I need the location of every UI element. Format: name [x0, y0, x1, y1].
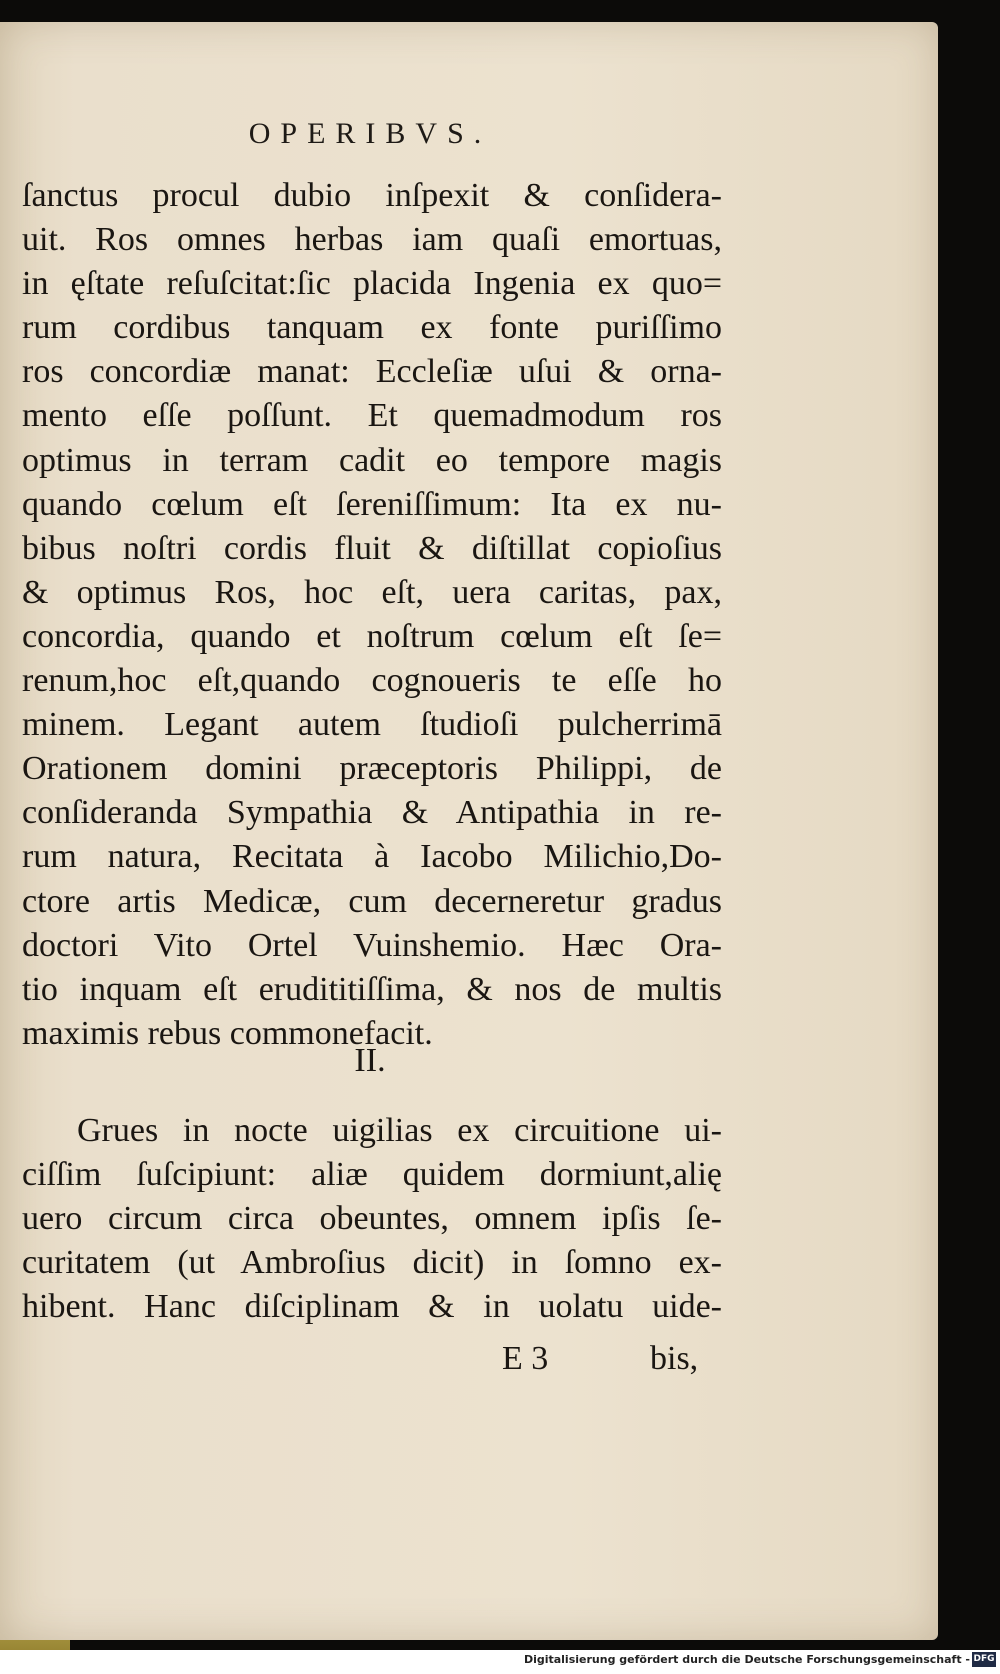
paragraph-1	[22, 174, 722, 1056]
text-line: Grues in nocte uigilias ex circuitione ui-	[77, 1112, 722, 1149]
text-line: uit. Ros omnes herbas iam quaſi emortuas,	[22, 221, 722, 259]
text-line: maximis rebus commonefacit.	[22, 1014, 433, 1052]
text-line: curitatem (ut Ambroſius dicit) in ſomno ex-	[22, 1244, 722, 1282]
paragraph-2	[22, 1109, 722, 1329]
text-line: ciſſim ſuſcipiunt: aliæ quidem dormiunt,alię	[22, 1156, 722, 1194]
running-head: OPERIBVS.	[248, 117, 492, 150]
text-line: conſideranda Sympathia & Antipathia in re-	[22, 794, 722, 832]
text-line: rum natura, Recitata à Iacobo Milichio,Do-	[22, 838, 722, 876]
text-line: rum cordibus tanquam ex fonte puriſſimo	[22, 309, 722, 347]
text-line: doctori Vito Ortel Vuinshemio. Hæc Ora-	[22, 926, 722, 964]
digitization-credit: Digitalisierung gefördert durch die Deutsche Forschungsgemeinschaft -	[523, 1653, 970, 1666]
text-line: concordia, quando et noſtrum cœlum eſt ſe=	[22, 617, 722, 655]
dfg-logo: DFG	[972, 1652, 996, 1667]
text-line: ros concordiæ manat: Eccleſiæ uſui & orna-	[22, 353, 722, 391]
text-line: Orationem domini præceptoris Philippi, de	[22, 750, 722, 788]
text-line: renum,hoc eſt,quando cognoueris te eſſe ho	[22, 662, 722, 700]
text-line: hibent. Hanc diſciplinam & in uolatu uide-	[22, 1288, 722, 1326]
text-line: mento eſſe poſſunt. Et quemadmodum ros	[22, 397, 722, 435]
text-line: bibus noſtri cordis fluit & diſtillat copioſius	[22, 529, 722, 567]
catchword: bis,	[650, 1340, 699, 1377]
signature-mark: E 3	[502, 1340, 549, 1377]
text-line: quando cœlum eſt ſereniſſimum: Ita ex nu-	[22, 485, 722, 523]
text-line: tio inquam eſt erudititiſſima, & nos de multis	[22, 970, 722, 1008]
text-line: ſanctus procul dubio inſpexit & conſidera-	[22, 177, 722, 214]
signature-line	[22, 1340, 722, 1384]
text-line: & optimus Ros, hoc eſt, uera caritas, pax,	[22, 573, 722, 611]
book-page	[0, 22, 938, 1640]
text-line: minem. Legant autem ſtudioſi pulcherrimā	[22, 706, 722, 744]
section-number: II.	[354, 1042, 386, 1079]
text-line: optimus in terram cadit eo tempore magis	[22, 441, 722, 479]
text-line: uero circum circa obeuntes, omnem ipſis ſe-	[22, 1200, 722, 1238]
text-line: in ęſtate reſuſcitat:ſic placida Ingenia ex quo=	[22, 265, 722, 303]
text-line: ctore artis Medicæ, cum decerneretur gradus	[22, 882, 722, 920]
